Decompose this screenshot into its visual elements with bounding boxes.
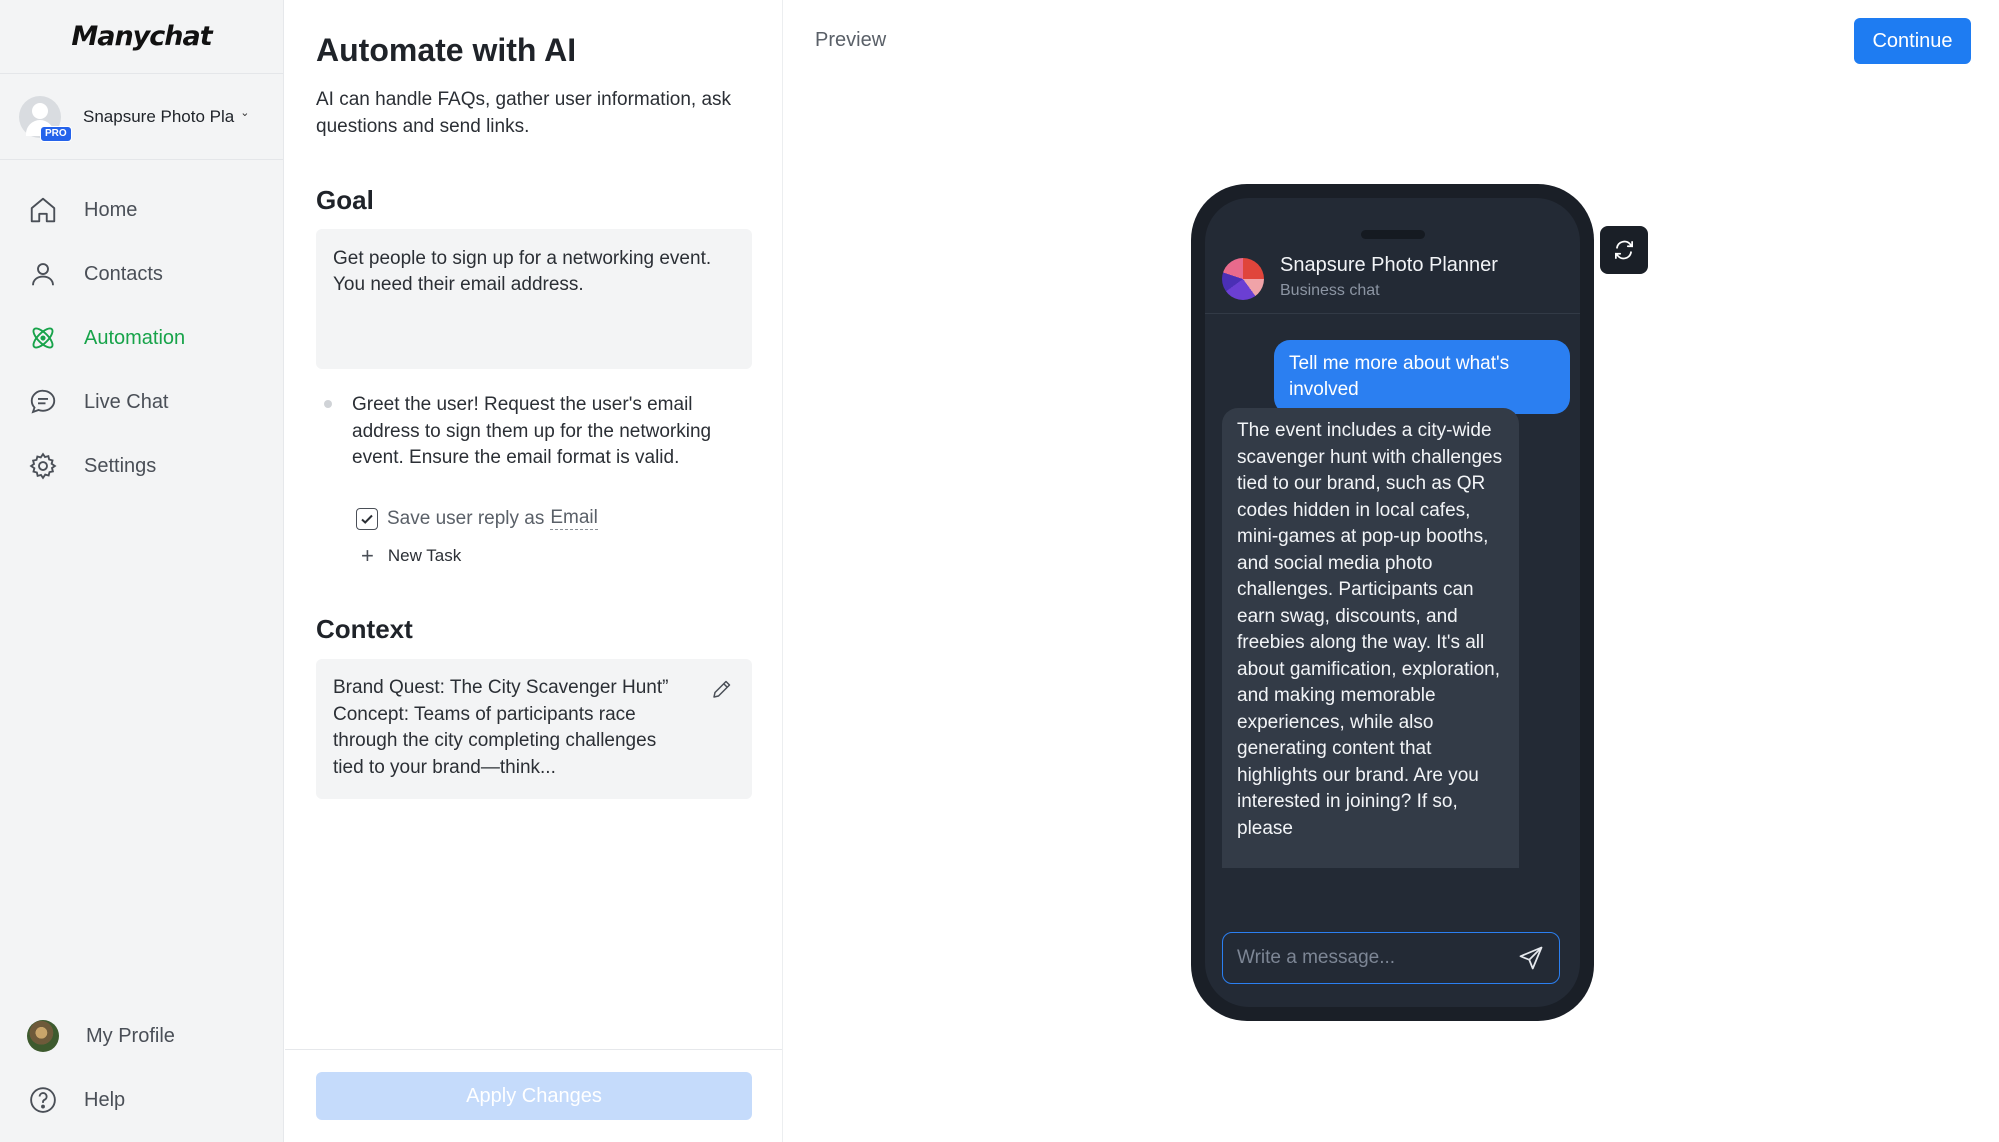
- pro-badge: PRO: [40, 126, 72, 142]
- business-name: Snapsure Photo Planner: [1280, 254, 1498, 276]
- sidebar-item-help[interactable]: [0, 1068, 283, 1132]
- sidebar-item-label: My Profile: [86, 1024, 175, 1047]
- manychat-logo[interactable]: [0, 0, 283, 74]
- sidebar-item-contacts[interactable]: [0, 242, 283, 306]
- editor-footer-divider: [285, 1049, 782, 1050]
- checkmark-icon: [359, 511, 375, 527]
- help-icon: [28, 1085, 58, 1115]
- phone-preview: [1191, 184, 1594, 1021]
- send-icon[interactable]: [1517, 944, 1545, 972]
- task-text[interactable]: Greet the user! Request the user's email address to sign them up for the networking event. Ensure the email format is valid.: [352, 394, 712, 468]
- sidebar-nav: [0, 160, 283, 498]
- sidebar-item-label: Settings: [84, 454, 157, 477]
- message-input[interactable]: [1237, 947, 1517, 969]
- context-heading: Context: [316, 614, 413, 644]
- new-task-button[interactable]: [361, 543, 462, 568]
- apply-changes-button[interactable]: Apply Changes: [316, 1072, 752, 1120]
- pencil-icon[interactable]: [710, 677, 734, 701]
- goal-textarea[interactable]: Get people to sign up for a networking event. You need their email address.: [316, 229, 752, 369]
- save-reply-checkbox[interactable]: [356, 508, 378, 530]
- logo-text: Manychat: [71, 21, 212, 52]
- save-reply-row: [356, 507, 598, 530]
- sidebar-bottom: [0, 1004, 283, 1142]
- goal-heading: Goal: [316, 185, 374, 215]
- context-box[interactable]: [316, 659, 752, 799]
- sidebar: [0, 0, 284, 1142]
- refresh-chat-button[interactable]: [1600, 226, 1648, 274]
- refresh-icon: [1611, 237, 1637, 263]
- sidebar-item-label: Live Chat: [84, 390, 169, 413]
- new-task-label: New Task: [387, 546, 462, 565]
- save-reply-label: Save user reply as: [387, 507, 545, 529]
- chevron-down-icon: ⌄: [240, 107, 250, 119]
- sidebar-item-settings[interactable]: [0, 434, 283, 498]
- account-name: Snapsure Photo Pla: [83, 106, 235, 126]
- intro-text: AI can handle FAQs, gather user information, ask questions and send links.: [316, 89, 732, 137]
- phone-notch: [1361, 230, 1425, 239]
- page-title: Automate with AI: [316, 32, 577, 68]
- chat-header: [1205, 250, 1580, 314]
- task-bullet: [324, 400, 332, 408]
- user-message-bubble: Tell me more about what's involved: [1274, 340, 1570, 414]
- save-reply-field[interactable]: Email: [550, 507, 598, 528]
- message-input-wrapper: [1222, 932, 1560, 984]
- sidebar-item-label: Help: [84, 1088, 126, 1111]
- home-icon: [28, 195, 58, 225]
- sidebar-item-label: Home: [84, 198, 138, 221]
- continue-button[interactable]: Continue: [1854, 18, 1971, 64]
- business-subtitle: Business chat: [1280, 282, 1380, 299]
- account-switcher[interactable]: [0, 74, 283, 160]
- sidebar-item-automation[interactable]: [0, 306, 283, 370]
- sidebar-item-home[interactable]: [0, 178, 283, 242]
- plus-icon: +: [361, 543, 374, 568]
- task-item[interactable]: [316, 392, 752, 472]
- sidebar-item-label: Automation: [84, 326, 186, 349]
- chat-bubble-icon: [28, 387, 58, 417]
- profile-avatar: [27, 1020, 59, 1052]
- sidebar-item-live-chat[interactable]: [0, 370, 283, 434]
- preview-label: Preview: [815, 29, 887, 51]
- context-text: Brand Quest: The City Scavenger Hunt” Concept: Teams of participants race through the city completing challenges tied to your brand—think...: [333, 677, 669, 778]
- sidebar-item-label: Contacts: [84, 262, 163, 285]
- user-icon: [28, 259, 58, 289]
- sidebar-item-my-profile[interactable]: [0, 1004, 283, 1068]
- phone-screen: [1205, 198, 1580, 1007]
- gear-icon: [28, 451, 58, 481]
- business-avatar: [1222, 258, 1264, 300]
- ai-editor-panel: [285, 0, 783, 1142]
- bot-message-bubble: The event includes a city-wide scavenger hunt with challenges tied to our brand, such as QR codes hidden in local cafes, mini-games at pop-up booths, and social media photo challenges. Participants can earn swag, discounts, and freebies along the way. It's all about gamification, exploration, and making memorable experiences, while also generating content that highlights our brand. Are you interested in joining? If so, please: [1222, 408, 1519, 868]
- account-avatar: [19, 96, 67, 139]
- atom-icon: [28, 323, 58, 353]
